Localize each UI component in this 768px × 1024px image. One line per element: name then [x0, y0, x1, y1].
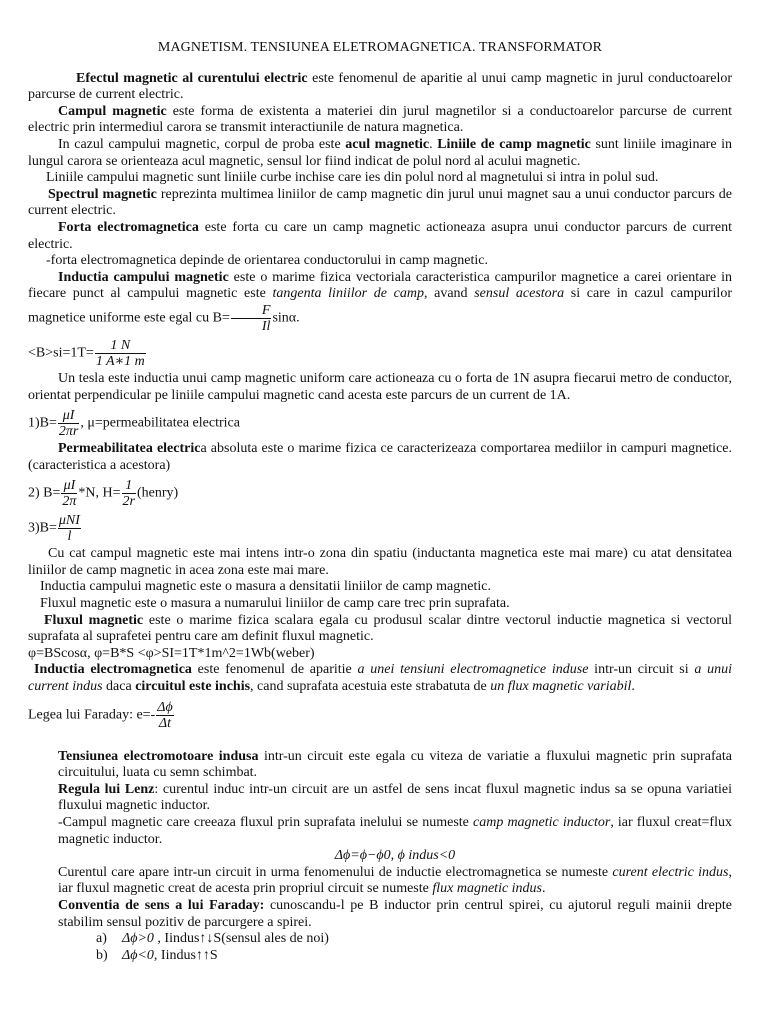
fraction: $\frac{\mu I}{2\pi}$ — [62, 478, 77, 510]
paragraph-induced-emf: Tensiunea electromotoare indusa intr-un circuit este egala cu viteza de variatie a fluxului magnetic prin suprafata circuitului, luata cu semn schimbat. — [58, 748, 732, 781]
term: Tensiunea electromotoare indusa — [58, 748, 259, 764]
formula-faraday-law: Legea lui Faraday: e=- $\frac{\Delta\phi}{\Delta t}$ — [28, 699, 173, 731]
paragraph-magnetic-flux: Fluxul magnetic este o marime fizica scalara egala cu produsul scalar dintre vectorul inductie magnetica si vectorul suprafata al suprafetei pentru care am definit fluxul magnetic. — [28, 612, 732, 645]
paragraph-induced-current: Curentul care apare intr-un circuit in urma fenomenului de inductie electromagnetica se numeste curent electric indus, iar fluxul magnetic creat de acesta prin propriul circuit se numeste flux magnetic indus. — [58, 864, 732, 897]
term: Forta electromagnetica — [58, 219, 199, 235]
paragraph-inductor-field: -Campul magnetic care creeaza fluxul prin suprafata inelului se numeste camp magnetic inductor, iar fluxul creat=flux magnetic inductor. — [58, 815, 732, 847]
formula-tesla-unit: <B>si=1T= $\frac{1 N}{1 A∗1 m}$ — [28, 337, 145, 369]
formula-flux: φ=BScosα, φ=B*S <φ>SI=1T*1m^2=1Wb(weber) — [28, 645, 315, 661]
fraction: $\frac{\mu I}{2\pi r}$ — [58, 408, 79, 440]
term: Inductia electromagnetica — [34, 662, 192, 678]
formula-3: 3)B= $\frac{\text{μNI}}{l}$ — [28, 513, 80, 545]
fraction: $\frac{F}{Il}$ — [231, 303, 272, 334]
paragraph-tesla-definition: Un tesla este inductia unui camp magnetic uniform care actioneaza cu o forta de 1N asupra fiecarui metro de conductor, orientat perpendicular pe liniile campului magnetic cand acesta este parcurs de un current de 1A. — [28, 370, 732, 403]
term: Regula lui Lenz — [58, 781, 155, 797]
term: circuitul este inchis — [135, 679, 251, 695]
paragraph-em-force: Forta electromagnetica este forta cu care un camp magnetic actioneaza asupra unui conductor parcurs de current electric. — [28, 219, 732, 252]
paragraph-flux-measure: Fluxul magnetic este o masura a numarului liniilor de camp care trec prin suprafata. — [40, 596, 510, 612]
paragraph-magnetic-spectrum: Spectrul magnetic reprezinta multimea liniilor de camp magnetic din jurul unui magnet sau a unui conductor parcurs de current electric. — [28, 186, 733, 219]
term: Permeabilitatea electric — [58, 441, 201, 457]
list-item: a) Δϕ>0 , Iindus↑↓S(sensul ales de noi) — [96, 931, 329, 947]
term: Efectul magnetic al curentului electric — [76, 70, 308, 86]
term: Liniile de camp magnetic — [437, 136, 591, 152]
term: Fluxul magnetic — [44, 612, 144, 628]
list-item: b) Δϕ<0, Iindus↑↑S — [96, 947, 218, 963]
paragraph-closed-lines: Liniile campului magnetic sunt liniile curbe inchise care ies din polul nord al magnetului si intra in polul sud. — [46, 170, 659, 186]
paragraph-permeability: Permeabilitatea electrica absoluta este o marime fizica ce caracterizeaza comportarea mediilor in campuri magnetice.(caracteristica a acestora) — [28, 441, 733, 473]
term: acul magnetic — [345, 136, 430, 152]
paragraph-magnetic-field: Campul magnetic este forma de existenta a materiei din jurul magnetilor si a conductoarelor parcurse de current electric prin intermediul carora se transmit interactiunile de natura magnetica. — [28, 103, 732, 136]
indented-section — [58, 749, 732, 965]
term: Campul magnetic — [58, 103, 167, 119]
paragraph-magnetic-effect: Efectul magnetic al curentului electric este fenomenul de aparitie al unui camp magnetic in jurul conductoarelor parcurse de current electric. — [28, 70, 732, 103]
fraction: $\frac{\Delta\phi}{\Delta t}$ — [157, 699, 173, 731]
convention-list — [96, 931, 732, 964]
paragraph-field-intensity: Cu cat campul magnetic este mai intens intr-o zona din spatiu (inductanta magnetica este mai mare) cu atat densitatea liniilor de camp magnetic in acea zona este mai mare. — [28, 546, 732, 578]
paragraph-field-lines: In cazul campului magnetic, corpul de proba este acul magnetic. Liniile de camp magnetic sunt liniile imaginare in lungul carora se orienteaza acul magnetic, sensul lor fiind indicat de polul nord al acului magnetic. — [28, 136, 732, 169]
document-page — [28, 40, 732, 964]
term: Inductia campului magnetic — [58, 269, 229, 285]
formula-1: 1)B= $\frac{\mu I}{2\pi r}$ , μ=permeabilitatea electrica — [28, 408, 240, 440]
paragraph-faraday-convention: Conventia de sens a lui Faraday: cunoscandu-l pe B inductor prin centrul spirei, cu ajutorul reguli mainii drepte stabilim sensul pozitiv de parcurgere a spirei. — [58, 897, 732, 930]
fraction: $\frac{\text{μNI}}{l}$ — [58, 513, 80, 545]
term: Conventia de sens a lui Faraday: — [58, 897, 265, 913]
fraction: $\frac{1}{2r}$ — [122, 478, 135, 510]
paragraph-induction: Inductia campului magnetic este o marime fizica vectoriala caracteristica campurilor magnetice a carei orientare in fiecare punct al campului magnetic este tangenta liniilor de camp, avand sensul acestora si care in cazul campurilor magnetice uniforme este egal cu B= $\frac{F}{Il}$ sinα. — [28, 269, 733, 334]
paragraph-induction-measure: Inductia campului magnetic este o masura a densitatii liniilor de camp magnetic. — [40, 579, 491, 595]
fraction: $\frac{1 N}{1 A∗1 m}$ — [95, 337, 145, 369]
paragraph-em-force-note: -forta electromagnetica depinde de orientarea conductorului in camp magnetic. — [46, 253, 488, 269]
term: Spectrul magnetic — [48, 186, 157, 202]
paragraph-lenz-rule: Regula lui Lenz: curentul induc intr-un circuit are un astfel de sens incat fluxul magnetic indus sa se opuna variatiei fluxului magnetic inductor. — [58, 781, 733, 814]
paragraph-em-induction: Inductia electromagnetica este fenomenul de aparitie a unei tensiuni electromagnetice induse intr-un circuit si a unui current indus daca circuitul este inchis, cand suprafata acestuia este strabatuta de un flux magnetic variabil. — [28, 662, 733, 695]
page-title: MAGNETISM. TENSIUNEA ELETROMAGNETICA. TRANSFORMATOR — [157, 40, 603, 55]
equation-flux-variation: Δϕ=ϕ−ϕ0, ϕ indus<0 — [334, 848, 456, 864]
formula-2: 2) B= $\frac{\mu I}{2\pi}$ *N, H= $\frac{1}{2r}$ (henry) — [28, 478, 179, 510]
